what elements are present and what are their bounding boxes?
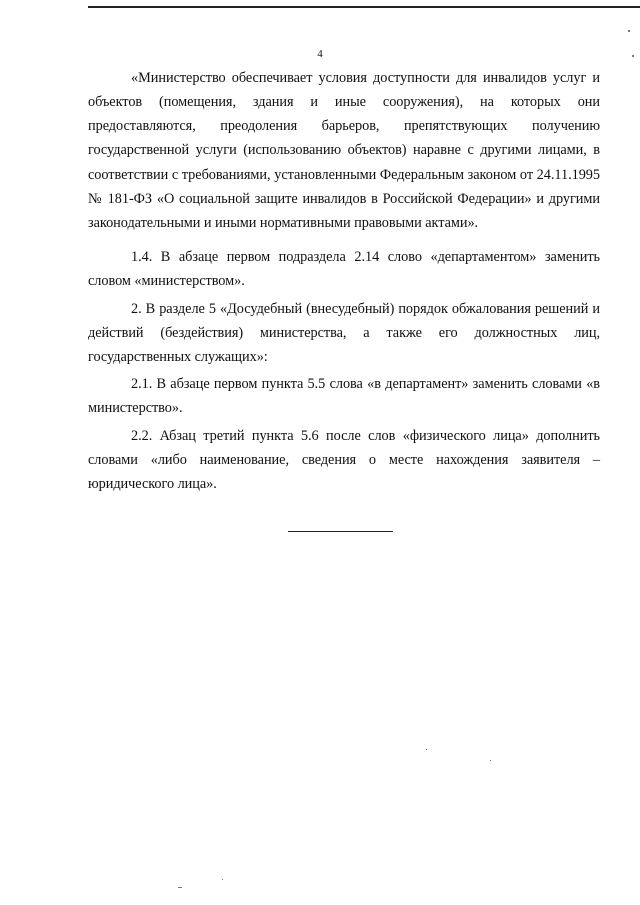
paragraph-item-2-1: 2.1. В абзаце первом пункта 5.5 слова «в департамент» заменить словами «в министерство». — [88, 376, 600, 417]
scan-speck — [178, 887, 182, 888]
scan-speck — [490, 760, 491, 761]
scan-speck — [426, 749, 427, 750]
top-border-line — [88, 6, 640, 8]
scan-speck — [222, 879, 223, 880]
paragraph-item-2-2: 2.2. Абзац третий пункта 5.6 после слов «физического лица» дополнить словами «либо наименование, сведения о месте нахождения заявителя – юридического лица». — [88, 428, 600, 493]
paragraph-item-1-4: 1.4. В абзаце первом подраздела 2.14 слово «департаментом» заменить словом «министерством». — [88, 249, 600, 290]
scan-speck — [632, 55, 634, 57]
page-number: 4 — [317, 48, 323, 60]
paragraph-item-2: 2. В разделе 5 «Досудебный (внесудебный) порядок обжалования решений и действий (бездействия) министерства, а также его должностных лиц, государственных служащих»: — [88, 301, 600, 366]
paragraph-accessibility-provision: «Министерство обеспечивает условия доступности для инвалидов услуг и объектов (помещения, здания и иные сооружения), на которых они предоставляются, преодоления барьеров, препятствующих получению государственной услуги (использованию объектов) наравне с другими лицами, в соответствии с требованиями, установленными Федеральным законом от 24.11.1995 № 181-ФЗ «О социальной защите инвалидов в Российской Федерации» и другими законодательными и иными нормативными правовыми актами». — [88, 70, 600, 231]
scan-speck — [628, 30, 630, 32]
closing-separator-line — [288, 531, 393, 532]
